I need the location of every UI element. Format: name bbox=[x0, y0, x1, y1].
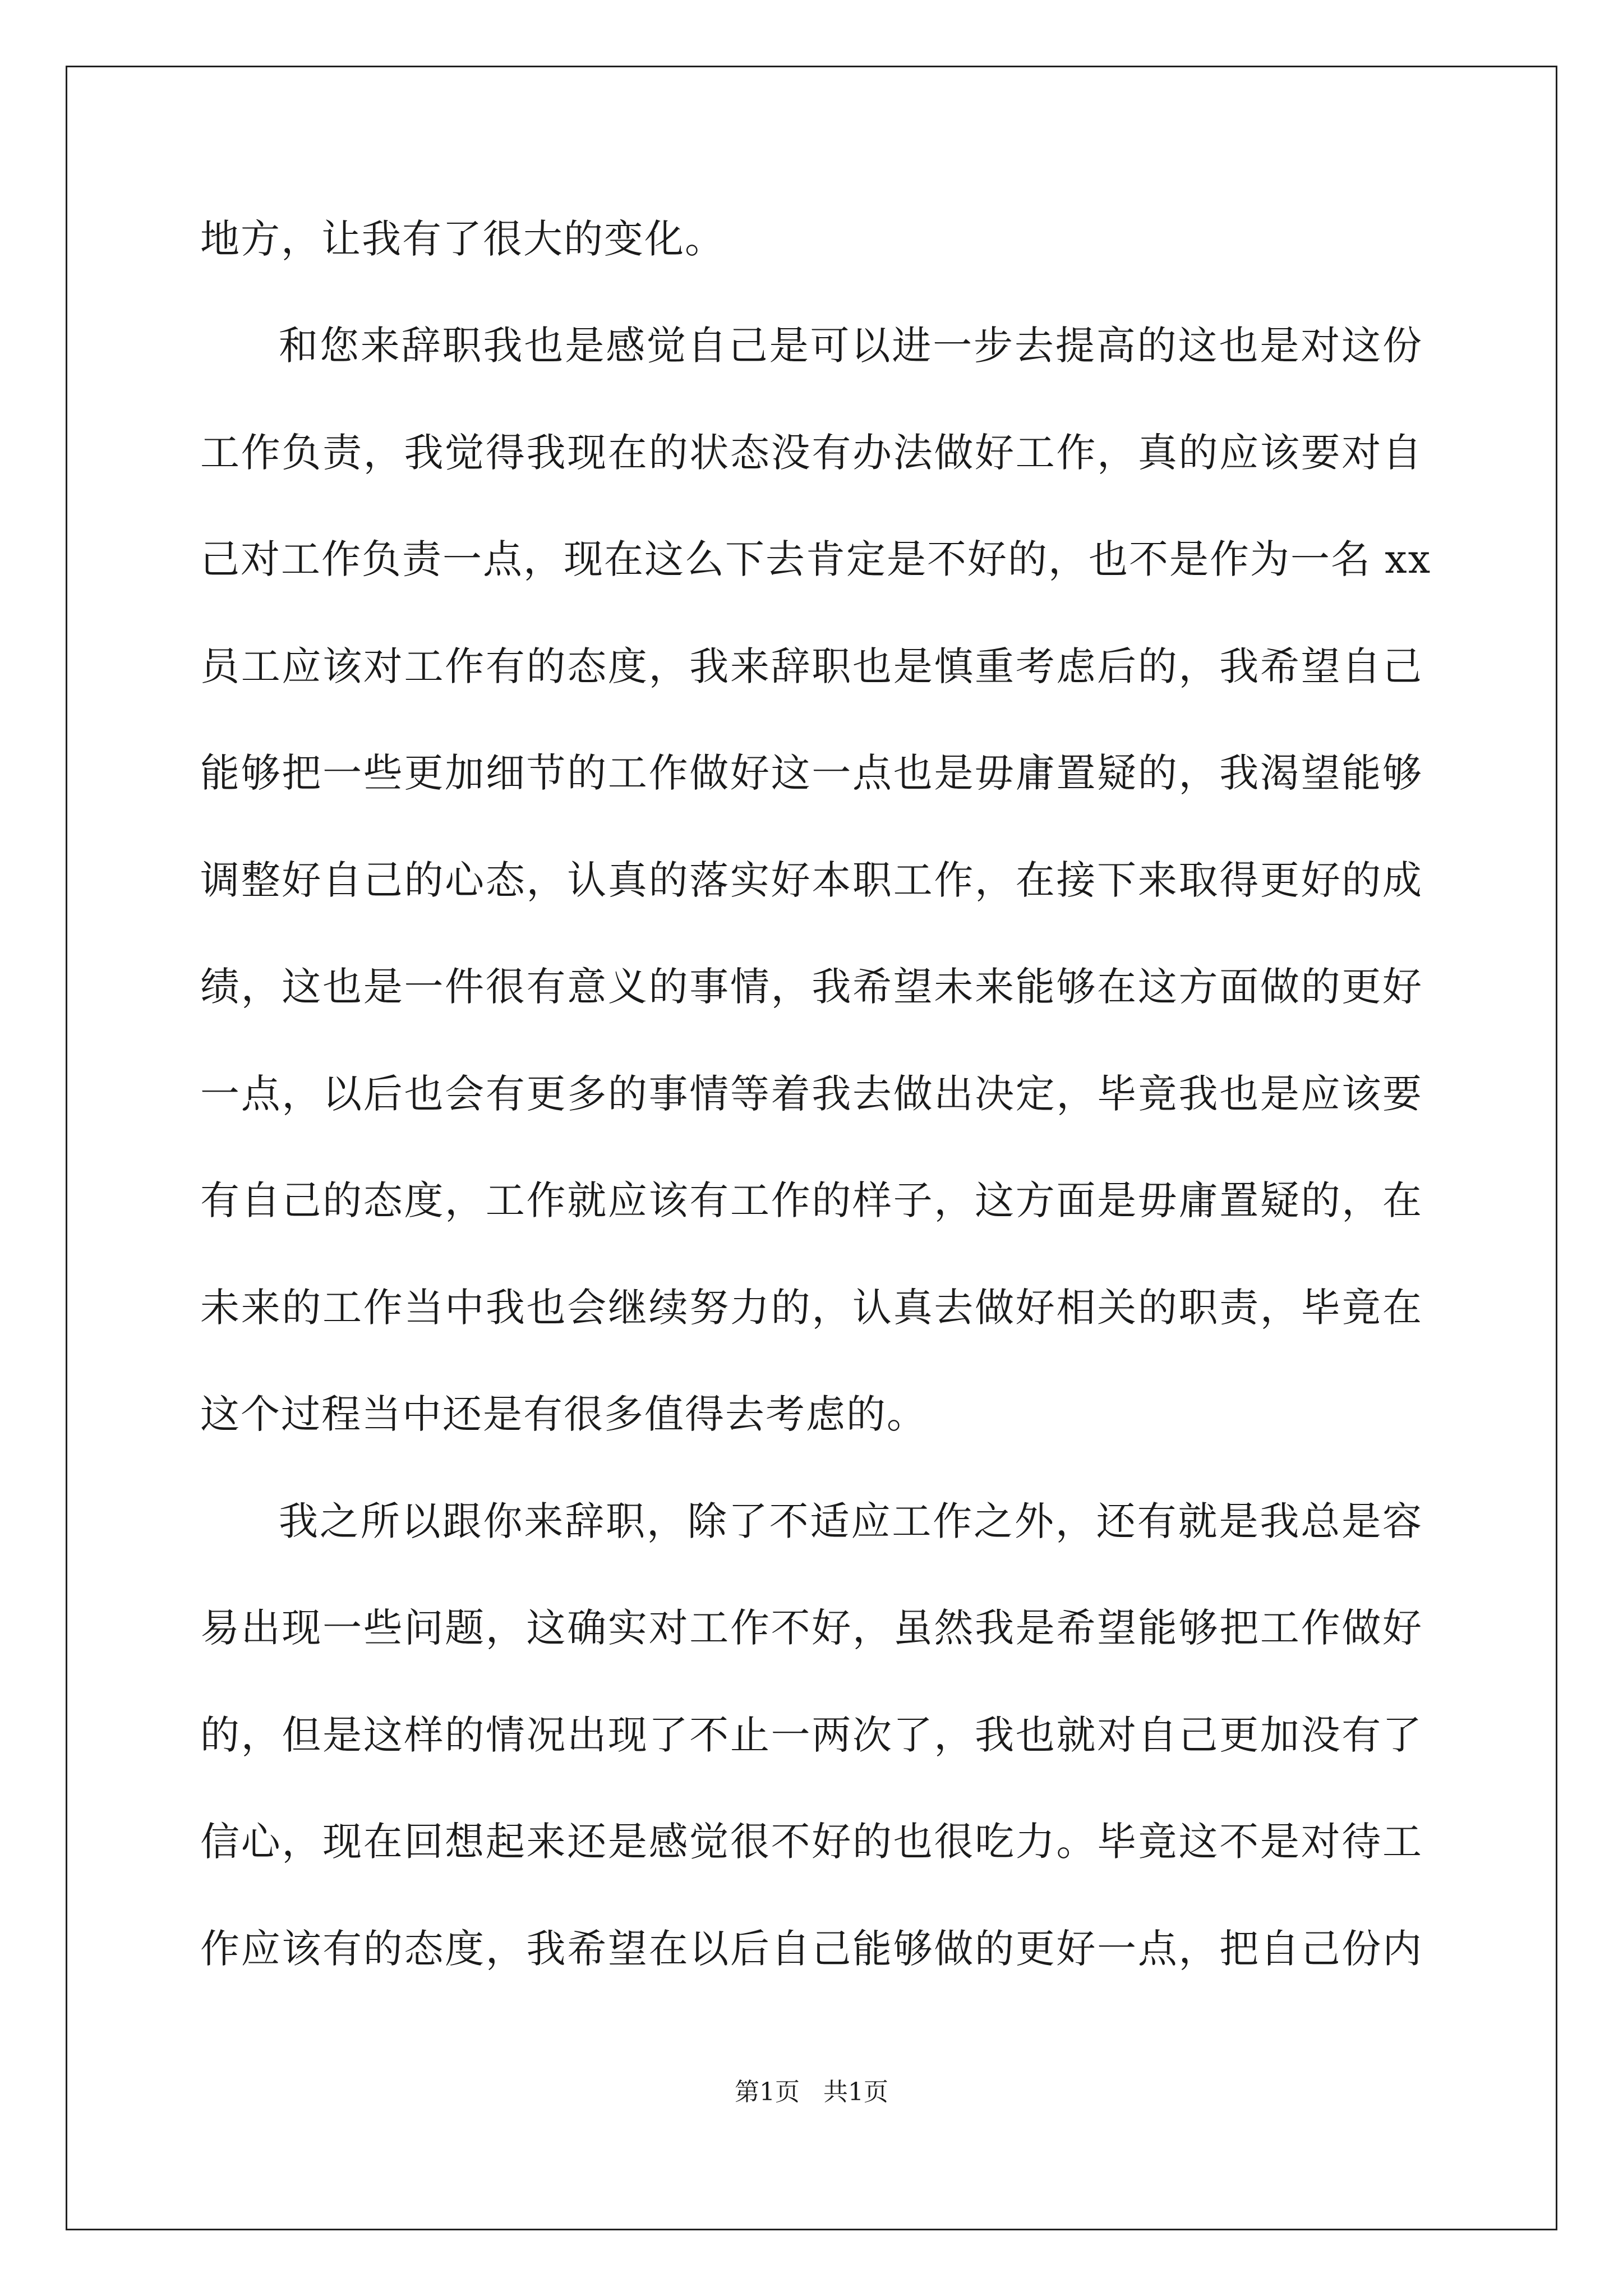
text-line: 信心，现在回想起来还是感觉很不好的也很吃力。毕竟这不是对待工 bbox=[200, 1819, 1423, 1865]
paragraph-first-line: 和您来辞职我也是感觉自己是可以进一步去提高的这也是对这份 bbox=[279, 323, 1423, 369]
text-line: 能够把一些更加细节的工作做好这一点也是毋庸置疑的，我渴望能够 bbox=[200, 750, 1423, 796]
text-line: 作应该有的态度，我希望在以后自己能够做的更好一点，把自己份内 bbox=[200, 1926, 1423, 1972]
text-line: 员工应该对工作有的态度，我来辞职也是慎重考虑后的，我希望自己 bbox=[200, 643, 1423, 689]
text-line: 这个过程当中还是有很多值得去考虑的。 bbox=[200, 1391, 927, 1437]
text-line: 一点，以后也会有更多的事情等着我去做出决定，毕竟我也是应该要 bbox=[200, 1071, 1423, 1117]
page-number-total: 共1页 bbox=[823, 2078, 888, 2106]
text-line: 绩，这也是一件很有意义的事情，我希望未来能够在这方面做的更好 bbox=[200, 964, 1423, 1010]
text-line: 工作负责，我觉得我现在的状态没有办法做好工作，真的应该要对自 bbox=[200, 430, 1423, 476]
text-line: 地方，让我有了很大的变化。 bbox=[200, 216, 725, 262]
text-line: 的，但是这样的情况出现了不止一两次了，我也就对自己更加没有了 bbox=[200, 1712, 1423, 1758]
page-footer bbox=[0, 2076, 1623, 2109]
text-line: 己对工作负责一点，现在这么下去肯定是不好的，也不是作为一名 xx bbox=[200, 536, 1432, 582]
text-line: 未来的工作当中我也会继续努力的，认真去做好相关的职责，毕竟在 bbox=[200, 1285, 1423, 1331]
text-line: 易出现一些问题，这确实对工作不好，虽然我是希望能够把工作做好 bbox=[200, 1605, 1423, 1651]
page-number-current: 第1页 bbox=[735, 2078, 800, 2106]
text-line: 调整好自己的心态，认真的落实好本职工作，在接下来取得更好的成 bbox=[200, 857, 1423, 903]
text-line: 有自己的态度，工作就应该有工作的样子，这方面是毋庸置疑的，在 bbox=[200, 1177, 1423, 1223]
paragraph-first-line: 我之所以跟你来辞职，除了不适应工作之外，还有就是我总是容 bbox=[279, 1498, 1423, 1544]
page-border bbox=[66, 66, 1557, 2230]
